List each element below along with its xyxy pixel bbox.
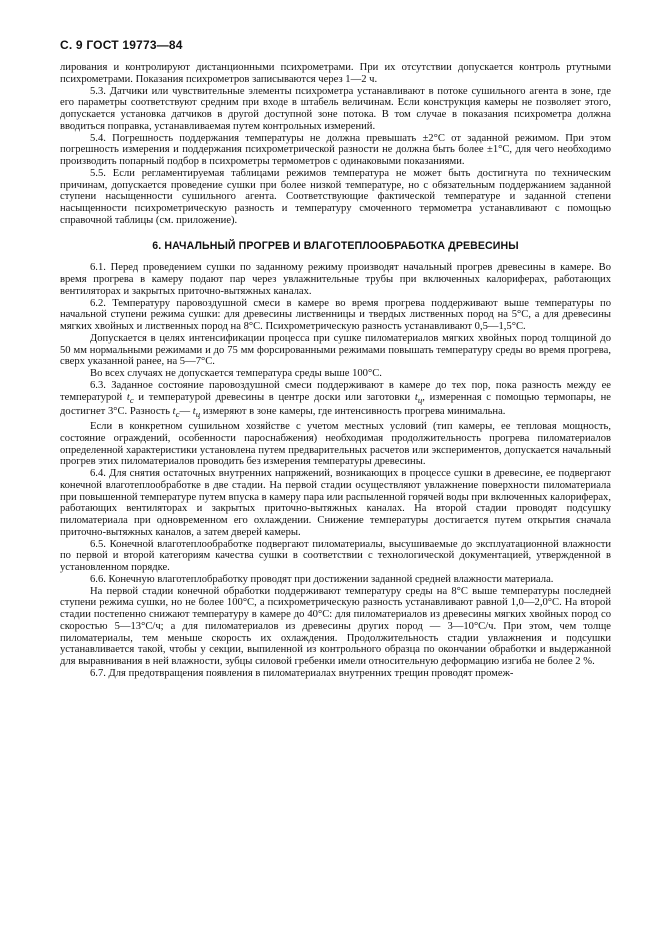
paragraph-5-2-continuation: лирования и контролируют дистанционными психрометрами. При их отсутствии допускается контроль ртутными психрометрами. Показания психрометров записываются через 1—2 ч. [60,62,611,85]
paragraph-6-2-intensification: Допускается в целях интенсификации процесса при сушке пиломатериалов мягких хвойных пород толщиной до 50 мм нормальными режимами и до 75 мм форсированными режимами повышать температуру среды во время прогрева, сверх указанной ранее, на 5—7°С. [60,332,611,368]
paragraph-6-2-limit: Во всех случаях не допускается температура среды выше 100°С. [90,368,382,379]
paragraph-5-5: 5.5. Если регламентируемая таблицами режимов температура не может быть достигнута по техническим причинам, допускается проведение сушки при более низкой температуре, но с обязательным поддержанием заданной ступени насыщенности сушильного агента. Соответствующие фактической температуре и заданной степени насыщенности психрометрическую разность и температуру смоченного термометра устанавливают с помощью справочной таблицы (см. приложение). [60,167,611,226]
paragraph-6-3 [60,380,611,421]
paragraph-6-5: 6.5. Конечной влаготеплообработке подвергают пиломатериалы, высушиваемые до эксплуатационной влажности по первой и второй категориям качества сушки в соответствии с технологической документацией, утвержденной в установленном порядке. [60,538,611,574]
paragraph-6-6-stages: На первой стадии конечной обработки поддерживают температуру среды на 8°С выше температуры последней ступени режима сушки, но не более 100°С, а психрометрическую разность устанавливают равной 1,0—2,0°С. На второй стадии постепенно снижают температуру в камере до 40°С: для пиломатериалов из древесины мягких хвойных пород со скоростью 5—13°С/ч; а для пиломатериалов из древесины других пород — 3—10°С/ч. При этом, чем толще пиломатериалы, тем меньше скорость их охлаждения. Продолжительность стадии увлажнения и подсушки устанавливается такой, чтобы у секции, выпиленной из контрольного образца по окончании обработки и выдержанной для выравнивания в ней влажности, зубцы силовой гребенки имели относительную деформацию изгиба не более 2 %. [60,585,611,668]
paragraph-6-3-exception: Если в конкретном сушильном хозяйстве с учетом местных условий (тип камеры, ее тепловая мощность, состояние ограждений, особенности пароснабжения) необходимая продолжительность прогрева пиломатериалов определенной характеристики установлена путем предварительных расчетов или экспериментов, допускается начальный прогрев этих пиломатериалов проводить без измерения температуры древесины. [60,421,611,468]
page-header: С. 9 ГОСТ 19773—84 [60,38,183,52]
section-6-heading: 6. НАЧАЛЬНЫЙ ПРОГРЕВ И ВЛАГОТЕПЛООБРАБОТКА ДРЕВЕСИНЫ [152,239,519,252]
paragraph-5-4: 5.4. Погрешность поддержания температуры не должна превышать ±2°С от заданной режимом. При этом погрешность измерения и поддержания психрометрической разности не должна быть более ±1°С, для чего необходимо производить попарный подбор в психрометры термометров с одинаковыми показаниями. [60,132,611,167]
paragraph-6-4: 6.4. Для снятия остаточных внутренних напряжений, возникающих в процессе сушки в древесине, ее подвергают конечной влаготеплообработке в две стадии. На первой стадии осуществляют увлажнение поверхности пиломатериала при повышенной температуре путем впуска в камеру пара или распыленной горячей воды при включенных калориферах, работающих вентиляторах и закрытых приточно-вытяжных каналах. На второй стадии проводят подсушку пиломатериала при одновременном его охлаждении. Снижение температуры достигается путем открытия сначала приточно-вытяжных каналов, а затем дверей камеры. [60,468,611,538]
paragraph-6-3-part-e: измеряют в зоне камеры, где интенсивность прогрева минимальна. [200,406,506,418]
paragraph-6-3-part-c: , измеренная с помощью термопары, не достигнет 3°С. Разность [60,391,611,418]
body-text [60,62,611,680]
paragraph-6-7: 6.7. Для предотвращения появления в пиломатериалах внутренних трещин проводят промеж- [90,667,514,679]
paragraph-6-3-part-a: 6.3. Заданное состояние паровоздушной смеси поддерживают в камере до тех пор, пока разность между ее температурой [60,379,611,403]
paragraph-6-6: 6.6. Конечную влаготеплобработку проводят при достижении заданной средней влажности материала. [90,573,554,585]
paragraph-6-1: 6.1. Перед проведением сушки по заданному режиму производят начальный прогрев древесины в камере. Во время прогрева в камеру подают пар через увлажнительные трубы при включенных калориферах, работающих вентиляторах и закрытых приточно-вытяжных каналах. [60,262,611,297]
paragraph-6-3-part-d: — [179,406,193,418]
paragraph-5-3: 5.3. Датчики или чувствительные элементы психрометра устанавливают в потоке сушильного агента в зоне, где его параметры соответствуют средним при входе в штабель величинам. Если конструкция камеры не позволяет этого, допускается установка датчиков в другой доступной зоне потока. В том случае в показания психрометра должна вводиться поправка, устанавливаемая путем контрольных измерений. [60,85,611,132]
symbol-t-ts: $t_ц$ [414,391,423,405]
paragraph-6-3-part-b: и температурой древесины в центре доски или заготовки [133,391,415,403]
symbol-t-ts-diff: $t_ц$ [192,406,201,420]
symbol-t-c-diff: $t_c$ [172,406,180,420]
paragraph-6-2: 6.2. Температуру паровоздушной смеси в камере во время прогрева поддерживают выше температуры по начальной ступени режима сушки: для древесины лиственницы и твердых лиственных пород на 5°С, а для древесины мягких хвойных и лиственных пород на 8°С. Психрометрическую разность устанавливают 0,5—1,5°С. [60,297,611,332]
symbol-t-c: $t_c$ [126,391,134,405]
